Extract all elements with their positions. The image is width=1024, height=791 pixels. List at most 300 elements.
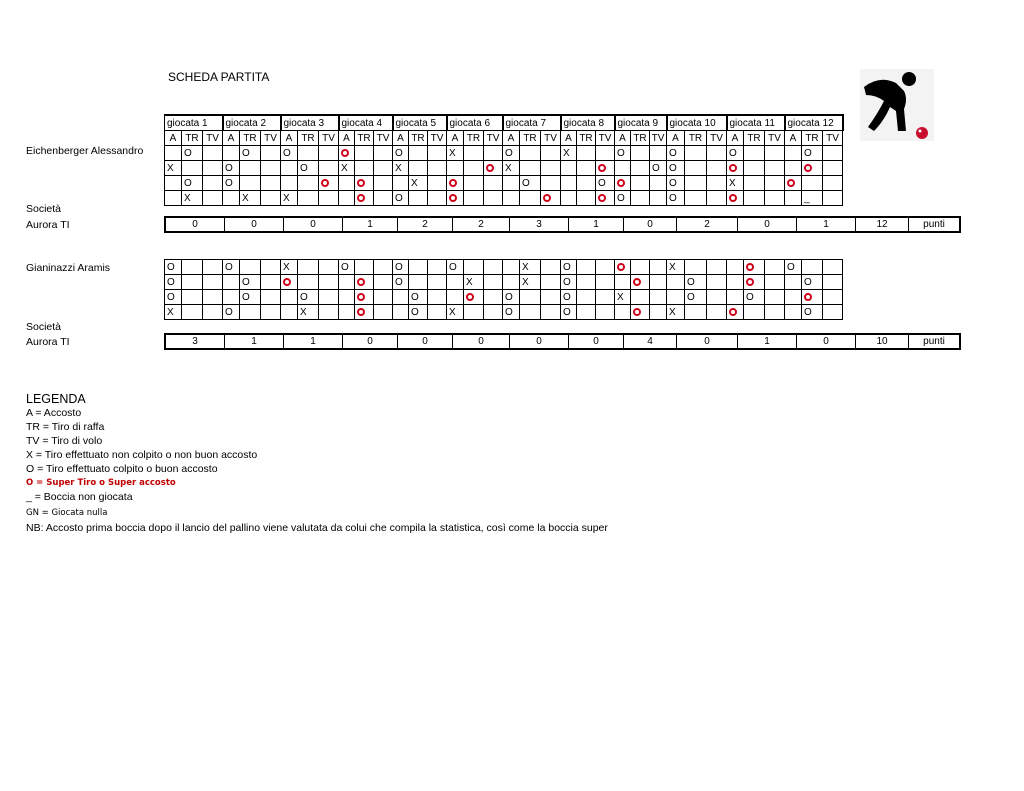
shot-cell: [355, 305, 374, 320]
shot-cell: [374, 305, 393, 320]
subcol-header: TR: [744, 131, 765, 146]
shot-cell: [577, 146, 596, 161]
shot-cell: [223, 191, 240, 206]
table-row: [165, 275, 843, 290]
shot-cell: [464, 260, 484, 275]
score-cell: 1: [569, 217, 624, 232]
shot-cell: O: [223, 305, 240, 320]
shot-cell: [577, 161, 596, 176]
shot-cell: O: [339, 260, 355, 275]
super-shot-icon: [283, 278, 291, 286]
subcol-header: A: [785, 131, 802, 146]
shot-cell: [707, 305, 727, 320]
score-cell: 0: [624, 217, 677, 232]
shot-cell: [428, 191, 447, 206]
shot-cell: [650, 260, 667, 275]
table-row: [165, 146, 843, 161]
shot-cell: [428, 260, 447, 275]
shot-cell: [577, 305, 596, 320]
shot-cell: [298, 191, 319, 206]
shot-cell: [182, 260, 203, 275]
shot-cell: [744, 305, 765, 320]
shot-cell: O: [223, 260, 240, 275]
shot-cell: [298, 260, 319, 275]
shot-cell: [685, 191, 707, 206]
shot-cell: [447, 161, 464, 176]
player-grid: [164, 114, 844, 206]
shot-cell: [785, 146, 802, 161]
shot-cell: [650, 146, 667, 161]
shot-cell: [165, 146, 182, 161]
shot-cell: [631, 305, 650, 320]
shot-cell: [374, 176, 393, 191]
shot-cell: [503, 260, 520, 275]
shot-cell: X: [393, 161, 409, 176]
shot-cell: X: [520, 275, 541, 290]
super-shot-icon: [746, 278, 754, 286]
subcol-header: TV: [203, 131, 223, 146]
shot-cell: X: [520, 260, 541, 275]
shot-cell: [319, 176, 339, 191]
shot-cell: [355, 260, 374, 275]
score-cell: 3: [510, 217, 569, 232]
shot-cell: [428, 305, 447, 320]
subcol-header: TR: [355, 131, 374, 146]
score-cell: 1: [284, 334, 343, 349]
shot-cell: [339, 305, 355, 320]
shot-cell: [785, 161, 802, 176]
shot-cell: [261, 161, 281, 176]
shot-cell: [464, 176, 484, 191]
shot-cell: O: [615, 146, 631, 161]
giocata-header: giocata 12: [785, 115, 843, 131]
shot-cell: [261, 305, 281, 320]
subcol-header: TV: [484, 131, 503, 146]
super-shot-icon: [804, 164, 812, 172]
legend-line: TR = Tiro di raffa: [26, 421, 105, 433]
super-shot-icon: [787, 179, 795, 187]
super-shot-icon: [357, 194, 365, 202]
shot-cell: X: [281, 191, 298, 206]
legend-super: O = Super Tiro o Super accosto: [26, 478, 176, 488]
shot-cell: [727, 290, 744, 305]
shot-cell: [319, 191, 339, 206]
giocata-header: giocata 3: [281, 115, 339, 131]
shot-cell: [503, 176, 520, 191]
legend-nb: NB: Accosto prima boccia dopo il lancio del pallino viene valutata da colui che compila la statistica, così come la boccia super: [26, 522, 608, 534]
shot-cell: [182, 290, 203, 305]
shot-cell: [203, 146, 223, 161]
super-shot-icon: [617, 263, 625, 271]
shot-cell: [520, 146, 541, 161]
shot-cell: [339, 146, 355, 161]
shot-cell: O: [520, 176, 541, 191]
score-cell: 2: [677, 217, 738, 232]
shot-cell: X: [409, 176, 428, 191]
score-cell: 1: [797, 217, 856, 232]
shot-cell: [823, 176, 843, 191]
shot-cell: [650, 191, 667, 206]
shot-cell: [596, 146, 615, 161]
giocata-header: giocata 9: [615, 115, 667, 131]
shot-cell: [261, 260, 281, 275]
shot-cell: [261, 275, 281, 290]
shot-cell: X: [561, 146, 577, 161]
subcol-header: A: [223, 131, 240, 146]
shot-cell: [484, 191, 503, 206]
shot-cell: [615, 275, 631, 290]
shot-cell: [541, 161, 561, 176]
shot-cell: X: [240, 191, 261, 206]
shot-cell: [577, 290, 596, 305]
shot-cell: [707, 290, 727, 305]
shot-cell: X: [339, 161, 355, 176]
shot-cell: [596, 161, 615, 176]
subcol-header: TV: [541, 131, 561, 146]
punti-label: punti: [909, 334, 961, 349]
legend-line: O = Tiro effettuato colpito o buon accosto: [26, 463, 218, 475]
shot-cell: [631, 290, 650, 305]
subcol-header: TV: [650, 131, 667, 146]
score-cell: 0: [453, 334, 510, 349]
shot-cell: O: [298, 161, 319, 176]
table-row: [165, 260, 843, 275]
shot-cell: [541, 305, 561, 320]
shot-cell: X: [667, 260, 685, 275]
total-cell: 12: [856, 217, 909, 232]
shot-cell: [650, 305, 667, 320]
shot-cell: O: [561, 305, 577, 320]
legend-gn: GN = Giocata nulla: [26, 508, 108, 518]
shot-cell: [823, 305, 843, 320]
shot-cell: [615, 176, 631, 191]
shot-cell: O: [685, 275, 707, 290]
shot-cell: [650, 176, 667, 191]
score-cell: 2: [398, 217, 453, 232]
shot-cell: O: [409, 305, 428, 320]
shot-cell: [577, 275, 596, 290]
shot-cell: [464, 290, 484, 305]
societa-name: Aurora TI: [26, 336, 70, 348]
legend-line: A = Accosto: [26, 407, 82, 419]
shot-cell: O: [727, 146, 744, 161]
super-shot-icon: [804, 293, 812, 301]
score-cell: 0: [225, 217, 284, 232]
shot-cell: [409, 275, 428, 290]
subcol-header: A: [561, 131, 577, 146]
subcol-header: TR: [409, 131, 428, 146]
shot-cell: [561, 176, 577, 191]
shot-cell: [165, 191, 182, 206]
score-cell: 0: [165, 217, 225, 232]
shot-cell: [785, 176, 802, 191]
shot-cell: O: [281, 146, 298, 161]
table-row: [165, 191, 843, 206]
table-row: [165, 305, 843, 320]
subcol-header: TR: [182, 131, 203, 146]
shot-cell: O: [503, 290, 520, 305]
shot-cell: [727, 161, 744, 176]
super-shot-icon: [357, 308, 365, 316]
shot-cell: O: [223, 176, 240, 191]
shot-cell: [393, 305, 409, 320]
shot-cell: [685, 161, 707, 176]
shot-cell: [596, 305, 615, 320]
shot-cell: [577, 260, 596, 275]
subcol-header: TV: [707, 131, 727, 146]
subcol-header: TV: [428, 131, 447, 146]
legend-line: TV = Tiro di volo: [26, 435, 103, 447]
shot-cell: [319, 161, 339, 176]
shot-cell: [503, 191, 520, 206]
shot-cell: [203, 305, 223, 320]
super-shot-icon: [598, 164, 606, 172]
shot-cell: [447, 176, 464, 191]
shot-cell: [182, 305, 203, 320]
shot-cell: O: [503, 146, 520, 161]
player-name: Eichenberger Alessandro: [26, 145, 144, 157]
shot-cell: O: [393, 146, 409, 161]
shot-cell: [464, 305, 484, 320]
shot-cell: O: [744, 290, 765, 305]
shot-cell: [727, 260, 744, 275]
shot-cell: O: [561, 275, 577, 290]
shot-cell: [707, 161, 727, 176]
shot-cell: [561, 161, 577, 176]
score-cell: 1: [343, 217, 398, 232]
shot-cell: O: [503, 305, 520, 320]
shot-cell: [374, 290, 393, 305]
shot-cell: O: [802, 146, 823, 161]
super-shot-icon: [729, 194, 737, 202]
shot-cell: [203, 176, 223, 191]
shot-cell: [685, 260, 707, 275]
shot-cell: [727, 305, 744, 320]
shot-cell: [802, 161, 823, 176]
subcol-header: A: [727, 131, 744, 146]
giocata-header: giocata 8: [561, 115, 615, 131]
shot-cell: [203, 161, 223, 176]
shot-cell: [785, 290, 802, 305]
shot-cell: [223, 290, 240, 305]
shot-cell: X: [182, 191, 203, 206]
shot-cell: [802, 176, 823, 191]
giocata-header: giocata 11: [727, 115, 785, 131]
shot-cell: [541, 275, 561, 290]
subcol-header: TR: [298, 131, 319, 146]
bocce-player-logo-icon: [860, 69, 934, 141]
legend-non-giocata: _ = Boccia non giocata: [26, 491, 133, 503]
shot-cell: [203, 290, 223, 305]
shot-cell: [765, 146, 785, 161]
shot-cell: [393, 290, 409, 305]
shot-cell: [823, 260, 843, 275]
shot-cell: O: [667, 191, 685, 206]
shot-cell: [355, 176, 374, 191]
shot-cell: [631, 260, 650, 275]
shot-cell: [281, 176, 298, 191]
score-row: [164, 333, 961, 350]
subcol-header: A: [667, 131, 685, 146]
shot-cell: [281, 305, 298, 320]
shot-cell: [319, 275, 339, 290]
shot-cell: [339, 275, 355, 290]
shot-cell: [428, 290, 447, 305]
shot-cell: [785, 275, 802, 290]
shot-cell: X: [447, 146, 464, 161]
shot-cell: X: [503, 161, 520, 176]
subcol-header: A: [447, 131, 464, 146]
shot-cell: O: [667, 161, 685, 176]
shot-cell: O: [182, 146, 203, 161]
shot-cell: X: [667, 305, 685, 320]
shot-cell: [484, 260, 503, 275]
shot-cell: [374, 191, 393, 206]
shot-cell: [409, 146, 428, 161]
shot-cell: O: [447, 260, 464, 275]
shot-cell: O: [802, 305, 823, 320]
shot-cell: O: [223, 161, 240, 176]
shot-cell: [182, 161, 203, 176]
shot-cell: [744, 146, 765, 161]
subcol-header: TR: [685, 131, 707, 146]
super-shot-icon: [341, 149, 349, 157]
subcol-header: TV: [319, 131, 339, 146]
shot-cell: [447, 290, 464, 305]
super-shot-icon: [729, 308, 737, 316]
shot-cell: O: [667, 146, 685, 161]
shot-cell: [541, 191, 561, 206]
giocata-header: giocata 2: [223, 115, 281, 131]
shot-cell: [596, 290, 615, 305]
shot-cell: X: [727, 176, 744, 191]
shot-cell: [203, 191, 223, 206]
shot-cell: [631, 161, 650, 176]
shot-cell: [409, 191, 428, 206]
shot-cell: O: [667, 176, 685, 191]
shot-cell: [240, 305, 261, 320]
shot-cell: O: [182, 176, 203, 191]
shot-cell: [707, 191, 727, 206]
shot-cell: [374, 161, 393, 176]
shot-cell: [223, 146, 240, 161]
shot-cell: [541, 146, 561, 161]
shot-cell: [165, 176, 182, 191]
shot-cell: X: [165, 305, 182, 320]
shot-cell: [802, 260, 823, 275]
giocata-header: giocata 7: [503, 115, 561, 131]
subcol-header: TV: [765, 131, 785, 146]
shot-cell: [541, 290, 561, 305]
shot-cell: [355, 191, 374, 206]
shot-cell: [261, 146, 281, 161]
shot-cell: X: [464, 275, 484, 290]
super-shot-icon: [357, 179, 365, 187]
shot-cell: O: [240, 290, 261, 305]
shot-cell: _: [802, 191, 823, 206]
super-shot-icon: [357, 278, 365, 286]
shot-cell: [374, 275, 393, 290]
subcol-header: TR: [631, 131, 650, 146]
shot-cell: [707, 176, 727, 191]
shot-cell: [339, 290, 355, 305]
shot-cell: [765, 290, 785, 305]
score-cell: 1: [738, 334, 797, 349]
score-cell: 0: [398, 334, 453, 349]
shot-cell: [240, 161, 261, 176]
shot-cell: [520, 305, 541, 320]
legend-line: X = Tiro effettuato non colpito o non buon accosto: [26, 449, 258, 461]
shot-cell: [319, 290, 339, 305]
shot-cell: [182, 275, 203, 290]
shot-cell: X: [615, 290, 631, 305]
shot-cell: [223, 275, 240, 290]
super-shot-icon: [449, 194, 457, 202]
shot-cell: O: [298, 290, 319, 305]
super-shot-icon: [633, 308, 641, 316]
shot-cell: [428, 161, 447, 176]
super-shot-icon: [321, 179, 329, 187]
shot-cell: [765, 191, 785, 206]
shot-cell: [355, 290, 374, 305]
score-cell: 0: [343, 334, 398, 349]
player-grid: [164, 259, 843, 320]
subcol-header: A: [615, 131, 631, 146]
shot-cell: [409, 161, 428, 176]
page-title: SCHEDA PARTITA: [168, 70, 270, 84]
shot-cell: [428, 176, 447, 191]
score-cell: 0: [284, 217, 343, 232]
shot-cell: [667, 290, 685, 305]
score-cell: 1: [225, 334, 284, 349]
subcol-header: TV: [374, 131, 393, 146]
shot-cell: O: [785, 260, 802, 275]
shot-cell: [785, 191, 802, 206]
shot-cell: O: [650, 161, 667, 176]
shot-cell: [464, 161, 484, 176]
shot-cell: [520, 191, 541, 206]
super-shot-icon: [357, 293, 365, 301]
subcol-header: A: [393, 131, 409, 146]
super-shot-icon: [729, 164, 737, 172]
super-shot-icon: [449, 179, 457, 187]
shot-cell: [203, 260, 223, 275]
shot-cell: [577, 191, 596, 206]
shot-cell: [484, 161, 503, 176]
super-shot-icon: [633, 278, 641, 286]
shot-cell: O: [393, 275, 409, 290]
shot-cell: [319, 260, 339, 275]
shot-cell: [393, 176, 409, 191]
shot-cell: [615, 260, 631, 275]
shot-cell: [541, 176, 561, 191]
shot-cell: [823, 146, 843, 161]
table-row: [165, 161, 843, 176]
shot-cell: [447, 275, 464, 290]
shot-cell: O: [165, 275, 182, 290]
shot-cell: [561, 191, 577, 206]
shot-cell: [464, 146, 484, 161]
score-cell: 2: [453, 217, 510, 232]
score-cell: 0: [569, 334, 624, 349]
shot-cell: O: [409, 290, 428, 305]
shot-cell: [744, 275, 765, 290]
shot-cell: [596, 260, 615, 275]
shot-cell: [823, 161, 843, 176]
shot-cell: [802, 290, 823, 305]
super-shot-icon: [486, 164, 494, 172]
subcol-header: A: [503, 131, 520, 146]
